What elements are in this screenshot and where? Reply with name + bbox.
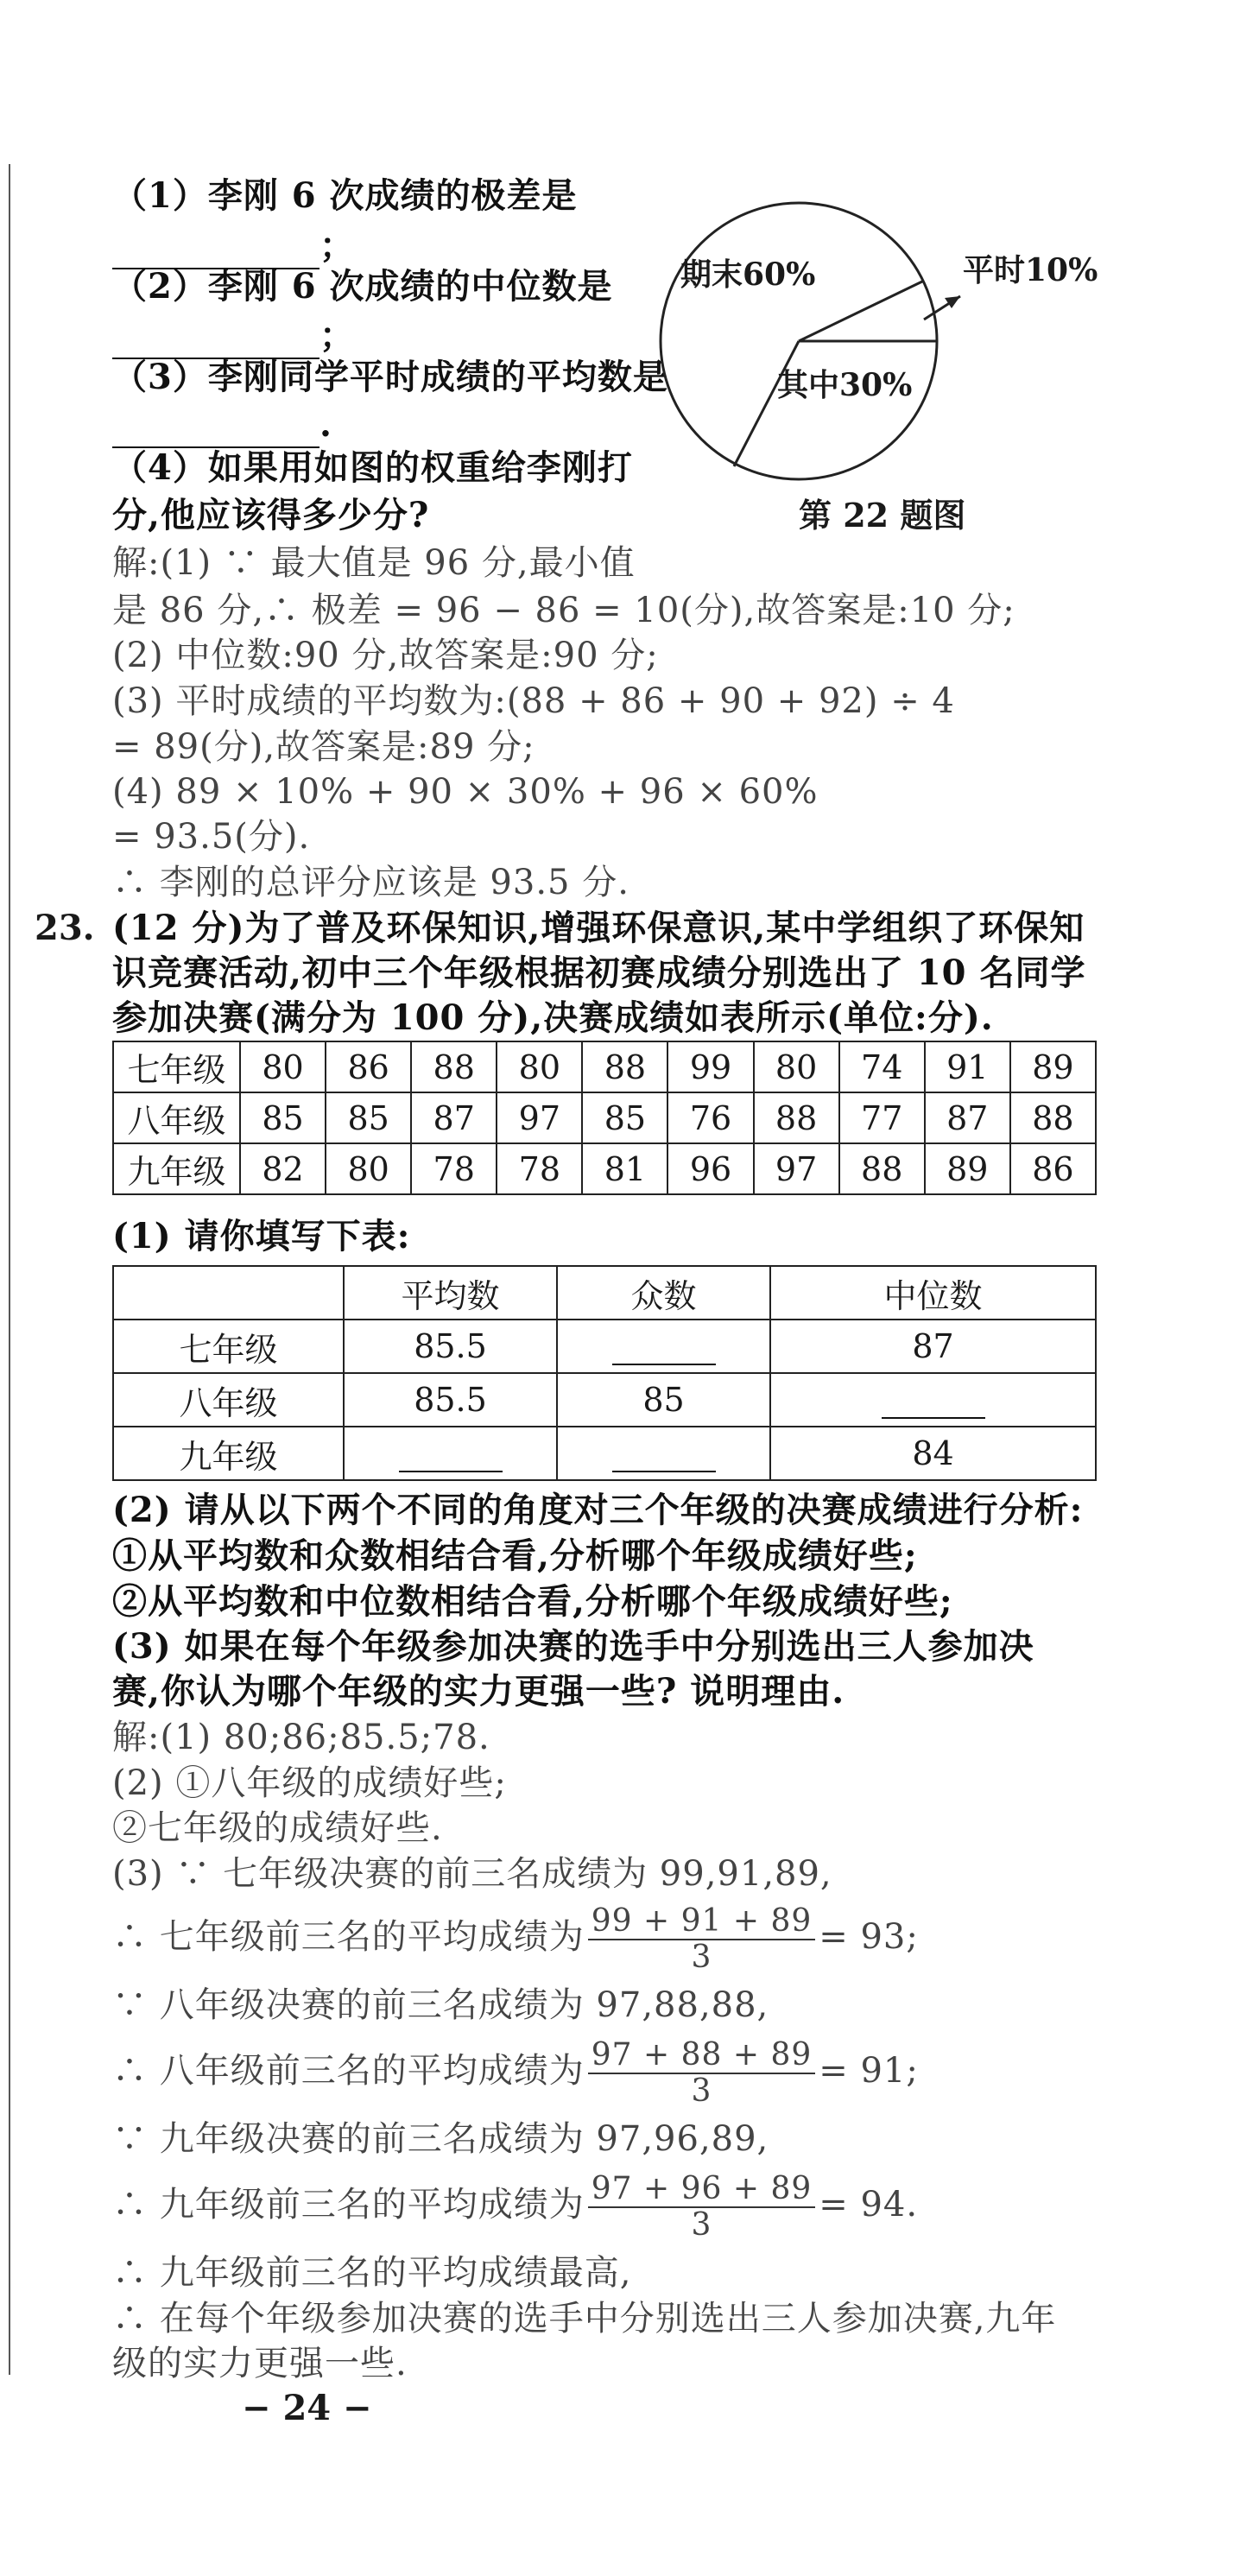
- fraction-denominator: 3: [691, 2073, 712, 2109]
- because-line: ∵ 九年级决赛的前三名成绩为 97,96,89,: [112, 2119, 769, 2159]
- q23-solution-line: (2) ①八年级的成绩好些;: [112, 1763, 507, 1803]
- mode-cell: [557, 1427, 770, 1480]
- score-cell: 89: [925, 1143, 1010, 1194]
- pie-arrowhead: [945, 296, 960, 308]
- fraction-denominator: 3: [691, 2207, 712, 2243]
- score-cell: 74: [839, 1041, 925, 1092]
- score-cell: 85: [582, 1092, 667, 1143]
- q23-question-line: ②从平均数和中位数相结合看,分析哪个年级成绩好些;: [112, 1581, 953, 1622]
- table-header-row: [113, 1266, 1096, 1320]
- median-cell: [770, 1373, 1096, 1427]
- q23-number: 23.: [35, 908, 95, 948]
- median-cell: 84: [770, 1427, 1096, 1480]
- score-cell: 88: [754, 1092, 839, 1143]
- q22-solution-line: (2) 中位数:90 分,故答案是:90 分;: [112, 636, 659, 675]
- fraction-denominator: 3: [691, 1940, 712, 1975]
- q23-fill-prompt: (1) 请你填写下表:: [112, 1216, 411, 1256]
- q22-solution-line: = 89(分),故答案是:89 分;: [112, 727, 535, 767]
- score-cell: 88: [582, 1041, 667, 1092]
- avg-line-grade8: [112, 2038, 919, 2109]
- table-row: [113, 1092, 1096, 1143]
- q23-question-line: 赛,你认为哪个年级的实力更强一些? 说明理由.: [112, 1671, 845, 1712]
- score-cell: 85: [326, 1092, 411, 1143]
- score-cell: 80: [240, 1041, 326, 1092]
- score-cell: 99: [667, 1041, 753, 1092]
- q22-sub3-blank-line: [112, 402, 332, 448]
- score-cell: 89: [1010, 1041, 1096, 1092]
- margin-rule: [9, 164, 10, 2375]
- because-line: ∵ 八年级决赛的前三名成绩为 97,88,88,: [112, 1985, 769, 2025]
- fraction: [588, 2038, 816, 2109]
- conclusion-line: ∴ 九年级前三名的平均成绩最高,: [112, 2253, 632, 2293]
- header-cell: 平均数: [344, 1266, 557, 1320]
- header-cell: 众数: [557, 1266, 770, 1320]
- score-cell: 87: [411, 1092, 497, 1143]
- table-row: [113, 1143, 1096, 1194]
- grade-cell: 七年级: [113, 1320, 344, 1373]
- q22-solution-line: ∴ 李刚的总评分应该是 93.5 分.: [112, 863, 630, 902]
- q23-intro-line: (12 分)为了普及环保知识,增强环保意识,某中学组织了环保知: [112, 908, 1085, 948]
- pie-caption: 第 22 题图: [799, 496, 966, 535]
- score-cell: 86: [326, 1041, 411, 1092]
- table-row: [113, 1373, 1096, 1427]
- stats-table: [112, 1265, 1097, 1481]
- q23-question-line: ①从平均数和众数相结合看,分析哪个年级成绩好些;: [112, 1535, 918, 1576]
- mode-cell: [557, 1320, 770, 1373]
- table-row: [113, 1427, 1096, 1480]
- score-cell: 87: [925, 1092, 1010, 1143]
- q23-solution-line: (3) ∵ 七年级决赛的前三名成绩为 99,91,89,: [112, 1854, 832, 1894]
- score-cell: 96: [667, 1143, 753, 1194]
- conclusion-line: ∴ 在每个年级参加决赛的选手中分别选出三人参加决赛,九年: [112, 2299, 1057, 2339]
- fraction-numerator: 97 + 96 + 89: [588, 2172, 816, 2208]
- avg-suffix: = 94.: [819, 2185, 919, 2225]
- score-cell: 82: [240, 1143, 326, 1194]
- mean-cell: 85.5: [344, 1320, 557, 1373]
- fraction-numerator: 99 + 91 + 89: [588, 1904, 816, 1940]
- fraction: [588, 2172, 816, 2243]
- conclusion-line: 级的实力更强一些.: [112, 2344, 408, 2383]
- q22-sub1-blank-line: [112, 223, 355, 269]
- score-cell: 76: [667, 1092, 753, 1143]
- score-cell: 88: [839, 1143, 925, 1194]
- q23-question-line: (2) 请从以下两个不同的角度对三个年级的决赛成绩进行分析:: [112, 1490, 1084, 1530]
- header-cell: 中位数: [770, 1266, 1096, 1320]
- score-cell: 80: [754, 1041, 839, 1092]
- grade-cell: 八年级: [113, 1373, 344, 1427]
- avg-line-grade9: [112, 2172, 918, 2243]
- score-cell: 80: [497, 1041, 582, 1092]
- q22-sub4b: 分,他应该得多少分?: [112, 495, 430, 535]
- q22-solution-line: = 93.5(分).: [112, 817, 311, 857]
- q22-solution-line: 解:(1) ∵ 最大值是 96 分,最小值: [112, 543, 636, 583]
- avg-prefix: ∴ 七年级前三名的平均成绩为: [112, 1917, 585, 1957]
- table-row: [113, 1320, 1096, 1373]
- pie-label-midterm: 其中30%: [777, 367, 913, 403]
- page-number: − 24 −: [242, 2388, 372, 2428]
- avg-prefix: ∴ 八年级前三名的平均成绩为: [112, 2051, 585, 2091]
- median-cell: 87: [770, 1320, 1096, 1373]
- avg-prefix: ∴ 九年级前三名的平均成绩为: [112, 2185, 585, 2225]
- score-cell: 77: [839, 1092, 925, 1143]
- q22-sub3: （3）李刚同学平时成绩的平均数是: [112, 357, 668, 397]
- score-cell: 85: [240, 1092, 326, 1143]
- scores-table: [112, 1041, 1097, 1195]
- score-cell: 78: [411, 1143, 497, 1194]
- pie-label-final: 期末60%: [680, 256, 816, 293]
- pie-label-regular: 平时10%: [963, 252, 1098, 288]
- avg-suffix: = 93;: [819, 1917, 919, 1957]
- q22-sub4a: （4）如果用如图的权重给李刚打: [112, 447, 633, 488]
- score-cell: 86: [1010, 1143, 1096, 1194]
- score-cell: 88: [411, 1041, 497, 1092]
- answer-blank: [882, 1388, 985, 1419]
- table-row: [113, 1041, 1096, 1092]
- score-cell: 80: [326, 1143, 411, 1194]
- avg-line-grade7: [112, 1904, 919, 1975]
- score-cell: 78: [497, 1143, 582, 1194]
- q23-intro-line: 识竞赛活动,初中三个年级根据初赛成绩分别选出了 10 名同学: [112, 953, 1086, 993]
- score-cell: 97: [497, 1092, 582, 1143]
- header-cell: [113, 1266, 344, 1320]
- q23-solution-line: ②七年级的成绩好些.: [112, 1808, 443, 1848]
- answer-blank: [612, 1334, 716, 1365]
- fraction-numerator: 97 + 88 + 89: [588, 2038, 816, 2074]
- q23-intro-line: 参加决赛(满分为 100 分),决赛成绩如表所示(单位:分).: [112, 997, 994, 1038]
- score-cell: 81: [582, 1143, 667, 1194]
- q22-solution-line: (3) 平时成绩的平均数为:(88 + 86 + 90 + 92) ÷ 4: [112, 681, 955, 721]
- answer-blank: [112, 412, 319, 448]
- q22-sub2-end: ；: [319, 315, 355, 356]
- score-cell: 88: [1010, 1092, 1096, 1143]
- mode-cell: 85: [557, 1373, 770, 1427]
- q22-sub1: （1）李刚 6 次成绩的极差是: [112, 175, 578, 216]
- answer-blank: [399, 1441, 503, 1472]
- mean-cell: [344, 1427, 557, 1480]
- grade-cell: 八年级: [113, 1092, 240, 1143]
- q23-question-line: (3) 如果在每个年级参加决赛的选手中分别选出三人参加决: [112, 1626, 1034, 1667]
- grade-cell: 九年级: [113, 1427, 344, 1480]
- q22-sub3-end: .: [319, 404, 332, 445]
- answer-blank: [612, 1441, 716, 1472]
- q22-solution-line: (4) 89 × 10% + 90 × 30% + 96 × 60%: [112, 772, 819, 812]
- mean-cell: 85.5: [344, 1373, 557, 1427]
- score-cell: 97: [754, 1143, 839, 1194]
- score-cell: 91: [925, 1041, 1010, 1092]
- q22-sub2: （2）李刚 6 次成绩的中位数是: [112, 266, 613, 307]
- weight-pie-chart: [648, 177, 967, 497]
- q22-solution-line: 是 86 分,∴ 极差 = 96 − 86 = 10(分),故答案是:10 分;: [112, 591, 1015, 630]
- q23-solution-line: 解:(1) 80;86;85.5;78.: [112, 1718, 490, 1757]
- q22-sub2-blank-line: [112, 313, 355, 359]
- avg-suffix: = 91;: [819, 2051, 919, 2091]
- fraction: [588, 1904, 816, 1975]
- q22-sub1-end: ；: [319, 225, 355, 266]
- grade-cell: 九年级: [113, 1143, 240, 1194]
- pie-divider-1: [799, 281, 924, 341]
- grade-cell: 七年级: [113, 1041, 240, 1092]
